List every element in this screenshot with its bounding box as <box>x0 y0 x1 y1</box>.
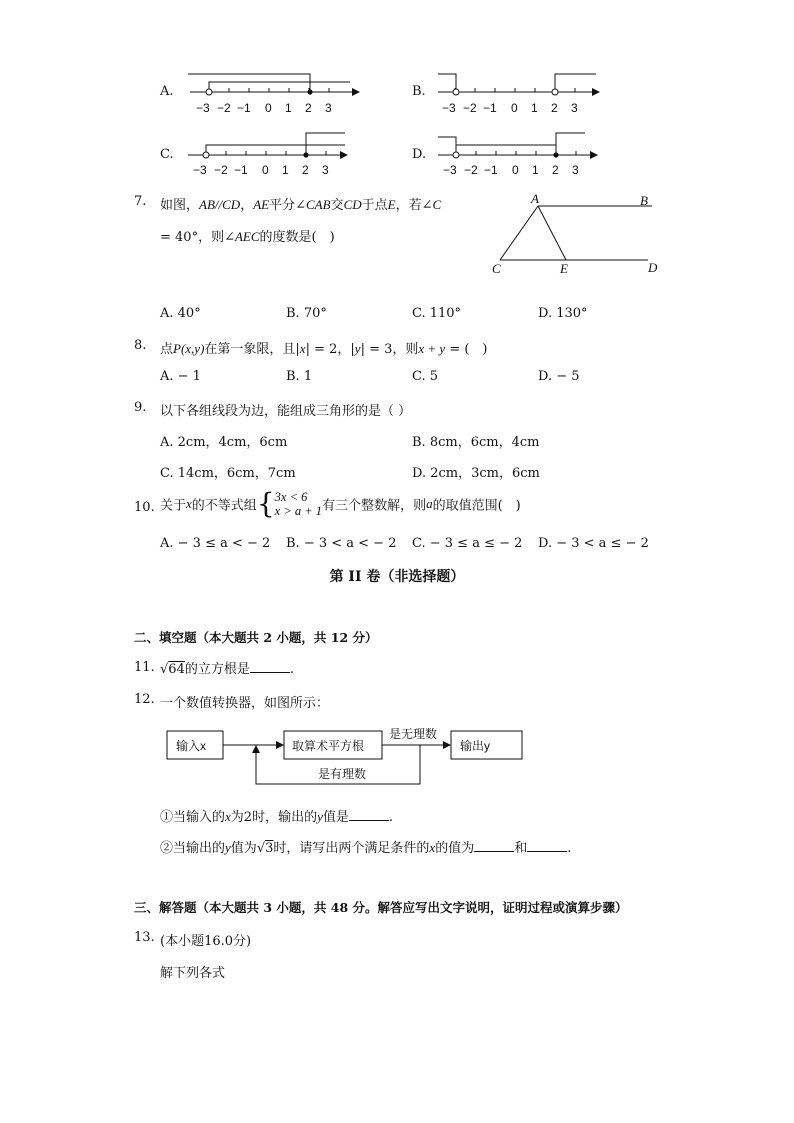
part2-title: 第 II 卷（非选择题） <box>329 569 465 585</box>
point-c-label: C <box>492 261 501 276</box>
section2-heading: 二、填空题（本大题共 2 小题，共 12 分） <box>134 630 378 645</box>
tick-label: 2 <box>551 101 558 115</box>
q12-sub1: ①当输入的x为2时，输出的y值是 . <box>160 809 394 825</box>
tick-label: 0 <box>512 163 519 177</box>
point-e-label: E <box>560 261 568 276</box>
q8-option-d[interactable]: D. − 5 <box>538 369 580 384</box>
tick-label: 0 <box>262 163 269 177</box>
q13-score: (本小题16.0分) <box>160 934 252 949</box>
tick-label: 3 <box>325 101 332 115</box>
q9-stem: 以下各组线段为边，能组成三角形的是（ ） <box>160 404 412 419</box>
q6-option-d-label: D. <box>412 147 427 162</box>
section3-heading: 三、解答题（本大题共 3 小题，共 48 分。解答应写出文字说明，证明过程或演算步骤） <box>134 900 628 915</box>
tick-label: −3 <box>196 101 210 115</box>
flow-rational-label: 是有理数 <box>318 767 367 781</box>
inequality-system: 3x < 6 x > a + 1 <box>274 490 323 518</box>
tick-label: −2 <box>464 163 478 177</box>
flow-output-box: 输出y <box>460 739 491 753</box>
tick-label: −1 <box>234 163 248 177</box>
tick-label: 3 <box>572 163 579 177</box>
tick-label: −2 <box>463 101 477 115</box>
tick-label: 1 <box>285 101 292 115</box>
q12-sub2: ②当输出的y值为√3时，请写出两个满足条件的x的值为 和 . <box>160 840 572 856</box>
tick-label: 2 <box>305 101 312 115</box>
q10-stem: 关于x的不等式组{ 3x < 6 x > a + 1 有三个整数解，则a的取值范围( ) <box>160 487 521 520</box>
point-a-label: A <box>531 191 539 206</box>
q8-option-a[interactable]: A. − 1 <box>160 369 201 384</box>
tick-label: 3 <box>322 163 329 177</box>
sqrt-sign: √ <box>256 841 266 856</box>
flow-input-box: 输入x <box>176 739 207 753</box>
q10-number: 10. <box>134 500 155 515</box>
tick-label: −3 <box>193 163 207 177</box>
q10-option-d[interactable]: D. − 3 < a ≤ − 2 <box>538 536 649 551</box>
flow-process-box: 取算术平方根 <box>292 739 365 753</box>
q6-option-c-label: C. <box>160 147 174 162</box>
q13-number: 13. <box>134 930 155 945</box>
q7-number: 7. <box>134 194 147 209</box>
answer-blank[interactable] <box>474 839 514 852</box>
q7-option-a[interactable]: A. 40° <box>160 306 201 321</box>
q11-stem: √64的立方根是 . <box>160 662 294 677</box>
q10-option-a[interactable]: A. − 3 ≤ a < − 2 <box>160 536 271 551</box>
tick-label: 2 <box>552 163 559 177</box>
tick-label: 1 <box>532 163 539 177</box>
q12-stem: 一个数值转换器，如图所示： <box>160 696 330 711</box>
q7-option-d[interactable]: D. 130° <box>538 306 588 321</box>
q7-stem-line1: 如图，AB//CD，AE平分∠CAB交CD于点E，若∠C <box>160 197 442 213</box>
q11-number: 11. <box>134 660 155 675</box>
tick-label: −1 <box>483 101 497 115</box>
answer-blank[interactable] <box>527 839 567 852</box>
sqrt-sign: √ <box>160 662 169 677</box>
q10-option-b[interactable]: B. − 3 < a < − 2 <box>286 536 397 551</box>
tick-label: 0 <box>265 101 272 115</box>
tick-label: −3 <box>442 101 456 115</box>
tick-label: −3 <box>443 163 457 177</box>
tick-label: 1 <box>282 163 289 177</box>
q9-option-c[interactable]: C. 14cm，6cm，7cm <box>160 466 296 481</box>
q9-number: 9. <box>134 400 147 415</box>
q9-option-b[interactable]: B. 8cm，6cm，4cm <box>412 435 540 450</box>
q6-option-b-label: B. <box>412 84 426 99</box>
q8-stem: 点P(x,y)在第一象限，且|x| = 2，|y| = 3，则x + y = ( ) <box>160 341 488 357</box>
tick-label: −1 <box>237 101 251 115</box>
point-b-label: B <box>640 193 648 208</box>
q9-option-a[interactable]: A. 2cm，4cm，6cm <box>160 435 288 450</box>
q7-option-b[interactable]: B. 70° <box>286 306 327 321</box>
tick-label: −2 <box>217 101 231 115</box>
tick-label: 1 <box>531 101 538 115</box>
q6-option-a-label: A. <box>160 84 174 99</box>
answer-blank[interactable] <box>349 808 389 821</box>
q12-number: 12. <box>134 692 155 707</box>
q9-option-d[interactable]: D. 2cm，3cm，6cm <box>412 466 540 481</box>
tick-label: −2 <box>214 163 228 177</box>
tick-label: −1 <box>484 163 498 177</box>
q7-stem-line2: = 40°，则∠AEC的度数是( ) <box>160 229 335 245</box>
q8-option-b[interactable]: B. 1 <box>286 369 313 384</box>
point-d-label: D <box>648 260 658 275</box>
tick-label: 3 <box>571 101 578 115</box>
tick-label: 2 <box>302 163 309 177</box>
q10-option-c[interactable]: C. − 3 ≤ a ≤ − 2 <box>412 536 523 551</box>
q8-number: 8. <box>134 338 147 353</box>
q8-option-c[interactable]: C. 5 <box>412 369 439 384</box>
tick-label: 0 <box>511 101 518 115</box>
q7-option-c[interactable]: C. 110° <box>412 306 462 321</box>
q13-stem: 解下列各式 <box>160 966 226 981</box>
flow-irrational-label: 是无理数 <box>389 727 438 741</box>
brace-symbol: { <box>256 487 275 520</box>
